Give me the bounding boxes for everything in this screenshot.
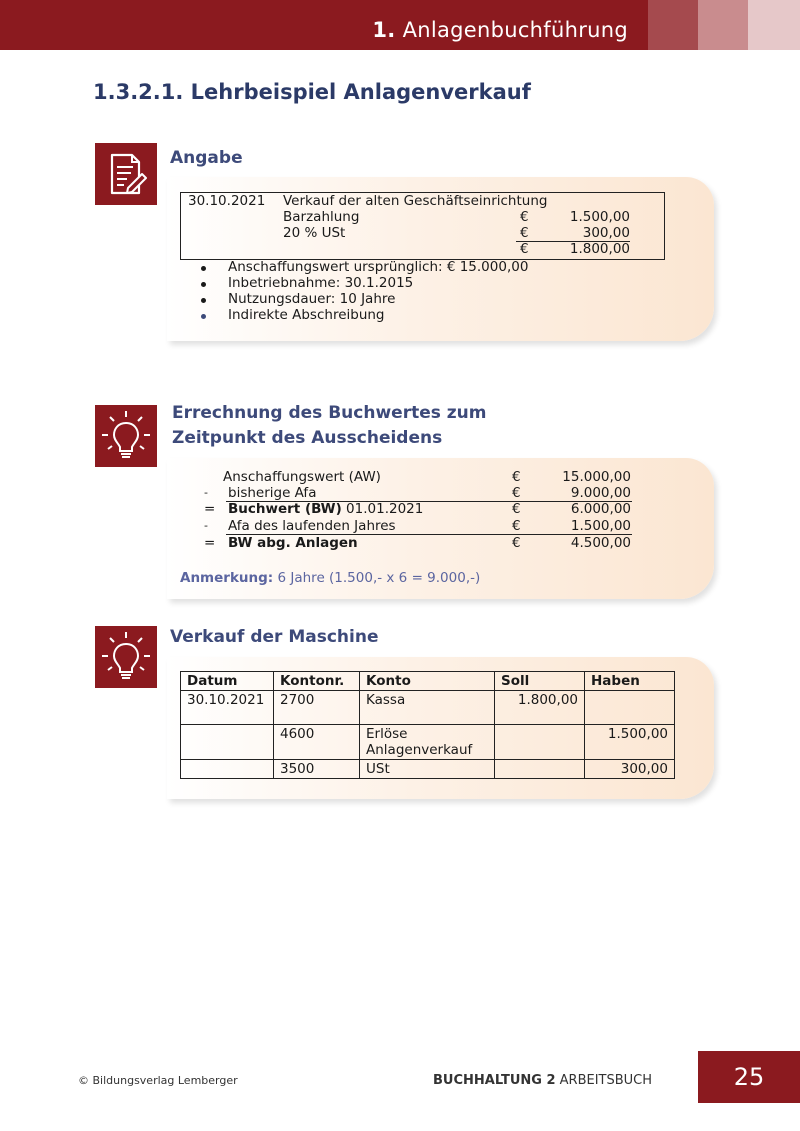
buchwert-row-label: Anschaffungswert (AW)	[223, 469, 381, 485]
angabe-title: Angabe	[170, 148, 243, 168]
buchwert-note: Anmerkung: 6 Jahre (1.500,- x 6 = 9.000,-)	[180, 570, 481, 586]
table-row	[181, 760, 675, 779]
cell-konto: USt	[360, 760, 495, 779]
cell-kontonr: 4600	[274, 725, 360, 760]
column-header: Kontonr.	[274, 672, 360, 691]
buchwert-row-amount: 9.000,00	[570, 485, 631, 501]
buchwert-row-amount: 15.000,00	[562, 469, 631, 485]
column-header: Konto	[360, 672, 495, 691]
angabe-line-amount: 300,00	[582, 225, 630, 241]
angabe-bullet: Inbetriebnahme: 30.1.2015	[228, 275, 414, 291]
cell-soll: 1.800,00	[495, 691, 585, 725]
bullet-point	[201, 266, 206, 271]
buchwert-title-line1: Errechnung des Buchwertes zum	[172, 403, 487, 423]
angabe-line-label: Barzahlung	[283, 209, 360, 225]
cell-soll	[495, 760, 585, 779]
document-pen-icon	[95, 143, 157, 205]
section-title: 1.3.2.1. Lehrbeispiel Anlagenverkauf	[93, 80, 531, 104]
currency-symbol: €	[512, 518, 521, 534]
currency-symbol: €	[520, 241, 529, 257]
angabe-bullet: Indirekte Abschreibung	[228, 307, 385, 323]
angabe-bullet: Nutzungsdauer: 10 Jahre	[228, 291, 396, 307]
angabe-line-amount: 1.500,00	[569, 209, 630, 225]
currency-symbol: €	[512, 501, 521, 517]
bullet-point	[201, 314, 206, 319]
cell-haben: 1.500,00	[585, 725, 675, 760]
header-accent-block	[648, 0, 698, 50]
lightbulb-icon	[95, 626, 157, 688]
cell-konto: Kassa	[360, 691, 495, 725]
buchwert-row-amount: 4.500,00	[570, 535, 631, 551]
currency-symbol: €	[512, 469, 521, 485]
cell-haben	[585, 691, 675, 725]
header-accent-block	[698, 0, 748, 50]
column-header: Soll	[495, 672, 585, 691]
cell-kontonr: 2700	[274, 691, 360, 725]
buchwert-row-amount: 1.500,00	[570, 518, 631, 534]
chapter-title: 1. Anlagenbuchführung	[372, 18, 628, 42]
angabe-line-label: 20 % USt	[283, 225, 346, 241]
buchwert-row-label: Afa des laufenden Jahres	[228, 518, 396, 534]
buchwert-row-label: Buchwert (BW) 01.01.2021	[228, 501, 424, 517]
column-header: Haben	[585, 672, 675, 691]
verkauf-title: Verkauf der Maschine	[170, 627, 379, 647]
buchwert-row-label: bisherige Afa	[228, 485, 317, 501]
cell-datum	[181, 725, 274, 760]
buchwert-row-label: BW abg. Anlagen	[228, 535, 358, 551]
buchwert-row-sign: -	[204, 519, 208, 532]
footer-book-title: BUCHHALTUNG 2 ARBEITSBUCH	[433, 1073, 653, 1088]
currency-symbol: €	[512, 535, 521, 551]
buchwert-row-sign: -	[204, 486, 208, 499]
currency-symbol: €	[520, 225, 529, 241]
buchwert-title-line2: Zeitpunkt des Ausscheidens	[172, 428, 443, 448]
angabe-description: Verkauf der alten Geschäftseinrichtung	[283, 193, 548, 209]
cell-soll	[495, 725, 585, 760]
lightbulb-icon	[95, 405, 157, 467]
cell-kontonr: 3500	[274, 760, 360, 779]
page-number: 25	[698, 1051, 800, 1103]
angabe-date: 30.10.2021	[188, 193, 266, 209]
currency-symbol: €	[520, 209, 529, 225]
cell-konto: Erlöse Anlagenverkauf	[360, 725, 495, 760]
angabe-line-amount: 1.800,00	[569, 241, 630, 257]
footer-copyright: © Bildungsverlag Lemberger	[78, 1074, 238, 1087]
table-row	[181, 725, 675, 760]
buchwert-row-sign: =	[204, 501, 216, 517]
table-row	[181, 691, 675, 725]
booking-table	[180, 671, 675, 779]
buchwert-row-amount: 6.000,00	[570, 501, 631, 517]
column-header: Datum	[181, 672, 274, 691]
bullet-point	[201, 298, 206, 303]
cell-haben: 300,00	[585, 760, 675, 779]
table-header-row	[181, 672, 675, 691]
buchwert-title	[172, 401, 486, 451]
cell-datum	[181, 760, 274, 779]
header-accent-block	[748, 0, 800, 50]
cell-datum: 30.10.2021	[181, 691, 274, 725]
bullet-point	[201, 282, 206, 287]
angabe-bullet: Anschaffungswert ursprünglich: € 15.000,00	[228, 259, 529, 275]
buchwert-row-sign: =	[204, 535, 216, 551]
currency-symbol: €	[512, 485, 521, 501]
